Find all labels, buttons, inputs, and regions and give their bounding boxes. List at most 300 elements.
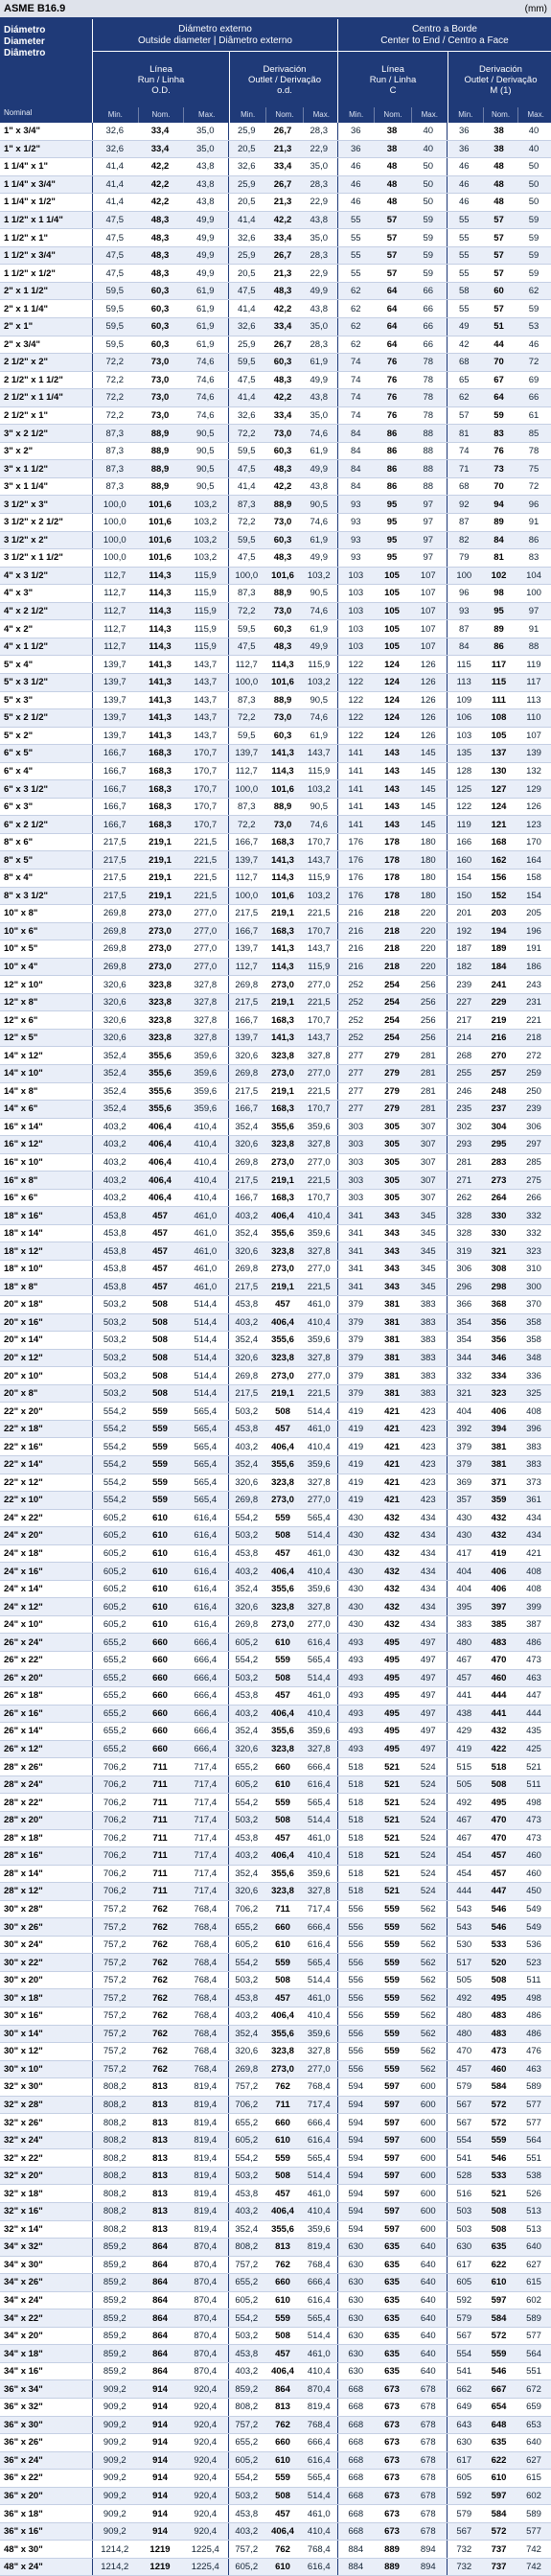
- value-cell: 572: [481, 2522, 517, 2541]
- value-cell: 307: [410, 1153, 447, 1172]
- value-cell: 630: [337, 2345, 374, 2363]
- value-cell: 594: [337, 2078, 374, 2097]
- table-row: [0, 727, 551, 745]
- value-cell: 513: [517, 2220, 551, 2239]
- value-cell: 81: [481, 549, 517, 568]
- value-cell: 168,3: [137, 745, 183, 763]
- value-cell: 406,4: [264, 2362, 301, 2380]
- value-cell: 508: [264, 2327, 301, 2345]
- value-cell: 387: [517, 1615, 551, 1634]
- value-cell: 813: [137, 2114, 183, 2132]
- table-row: [0, 549, 551, 568]
- value-cell: 60: [481, 282, 517, 300]
- value-cell: 383: [410, 1349, 447, 1367]
- value-cell: 768,4: [183, 1989, 228, 2007]
- value-cell: 327,8: [183, 1011, 228, 1030]
- value-cell: 889: [374, 2558, 410, 2576]
- nominal-cell: 8" x 5": [0, 851, 92, 870]
- value-cell: 166: [447, 833, 481, 851]
- value-cell: 60,3: [264, 531, 301, 549]
- value-cell: 139,7: [92, 656, 137, 674]
- value-cell: 62: [337, 336, 374, 354]
- value-cell: 381: [481, 1438, 517, 1456]
- value-cell: 221,5: [183, 851, 228, 870]
- value-cell: 742: [517, 2558, 551, 2576]
- nominal-cell: 34" x 32": [0, 2239, 92, 2257]
- value-cell: 76: [374, 406, 410, 425]
- table-row: [0, 442, 551, 460]
- value-cell: 88: [410, 477, 447, 496]
- value-cell: 355,6: [264, 1580, 301, 1598]
- value-cell: 668: [337, 2487, 374, 2505]
- value-cell: 518: [481, 1758, 517, 1776]
- value-cell: 483: [481, 2025, 517, 2043]
- value-cell: 668: [337, 2434, 374, 2452]
- value-cell: 486: [517, 1634, 551, 1652]
- value-cell: 32,6: [228, 229, 264, 247]
- value-cell: 579: [447, 2309, 481, 2328]
- value-cell: 546: [481, 1918, 517, 1937]
- value-cell: 406,4: [264, 1563, 301, 1581]
- value-cell: 859,2: [92, 2291, 137, 2309]
- value-cell: 383: [447, 1615, 481, 1634]
- table-row: [0, 2185, 551, 2203]
- value-cell: 137: [481, 745, 517, 763]
- value-cell: 168,3: [264, 922, 301, 940]
- value-cell: 732: [447, 2558, 481, 2576]
- value-cell: 21,3: [264, 265, 301, 283]
- value-cell: 524: [410, 1811, 447, 1829]
- value-cell: 381: [374, 1313, 410, 1332]
- value-cell: 320,6: [92, 993, 137, 1011]
- value-cell: 920,4: [183, 2416, 228, 2434]
- value-cell: 616,4: [183, 1563, 228, 1581]
- value-cell: 154: [517, 887, 551, 905]
- value-cell: 497: [410, 1705, 447, 1723]
- value-cell: 271: [447, 1172, 481, 1190]
- value-cell: 219: [481, 1011, 517, 1030]
- value-cell: 565,4: [183, 1438, 228, 1456]
- value-cell: 323,8: [137, 993, 183, 1011]
- value-cell: 737: [481, 2541, 517, 2559]
- nominal-cell: 3" x 2": [0, 442, 92, 460]
- value-cell: 32,6: [228, 406, 264, 425]
- value-cell: 655,2: [228, 2274, 264, 2292]
- table-row: [0, 175, 551, 194]
- value-cell: 914: [137, 2470, 183, 2488]
- value-cell: 272: [517, 1047, 551, 1065]
- value-cell: 270: [481, 1047, 517, 1065]
- value-cell: 115,9: [301, 762, 337, 780]
- value-cell: 88: [517, 638, 551, 656]
- value-cell: 461,0: [301, 2505, 337, 2523]
- value-cell: 396: [517, 1420, 551, 1438]
- value-cell: 762: [264, 2541, 301, 2559]
- value-cell: 605,2: [92, 1563, 137, 1581]
- nominal-cell: 32" x 14": [0, 2220, 92, 2239]
- value-cell: 914: [137, 2451, 183, 2470]
- value-cell: 589: [517, 2309, 551, 2328]
- value-cell: 757,2: [92, 1900, 137, 1918]
- nominal-cell: 34" x 16": [0, 2362, 92, 2380]
- value-cell: 88: [410, 442, 447, 460]
- value-cell: 269,8: [92, 940, 137, 959]
- value-cell: 914: [137, 2434, 183, 2452]
- value-cell: 42,2: [137, 194, 183, 212]
- value-cell: 103,2: [183, 496, 228, 514]
- value-cell: 543: [447, 1900, 481, 1918]
- table-row: [0, 1544, 551, 1563]
- value-cell: 640: [410, 2362, 447, 2380]
- value-cell: 660: [264, 2434, 301, 2452]
- nominal-cell: 26" x 24": [0, 1634, 92, 1652]
- value-cell: 320,6: [228, 1474, 264, 1492]
- value-cell: 78: [410, 389, 447, 407]
- value-cell: 59,5: [92, 336, 137, 354]
- value-cell: 252: [337, 1011, 374, 1030]
- value-cell: 100,0: [92, 549, 137, 568]
- value-cell: 673: [374, 2505, 410, 2523]
- value-cell: 660: [137, 1669, 183, 1687]
- table-row: [0, 638, 551, 656]
- value-cell: 269,8: [228, 1064, 264, 1082]
- value-cell: 556: [337, 1989, 374, 2007]
- value-cell: 168: [481, 833, 517, 851]
- table-row: [0, 1367, 551, 1385]
- value-cell: 592: [447, 2291, 481, 2309]
- value-cell: 48,3: [137, 211, 183, 229]
- value-cell: 122: [337, 691, 374, 709]
- value-cell: 217,5: [228, 1082, 264, 1101]
- value-cell: 28,3: [301, 336, 337, 354]
- value-cell: 610: [264, 2131, 301, 2149]
- value-cell: 308: [481, 1261, 517, 1279]
- value-cell: 57: [481, 300, 517, 318]
- value-cell: 74: [337, 371, 374, 389]
- table-row: [0, 2060, 551, 2078]
- value-cell: 26,7: [264, 246, 301, 265]
- value-cell: 32,6: [92, 140, 137, 158]
- value-cell: 762: [264, 2416, 301, 2434]
- value-cell: 168,3: [137, 798, 183, 816]
- table-row: [0, 1474, 551, 1492]
- value-cell: 914: [137, 2522, 183, 2541]
- value-cell: 277,0: [301, 1064, 337, 1082]
- value-cell: 562: [410, 1954, 447, 1972]
- value-cell: 711: [137, 1865, 183, 1883]
- table-row: [0, 1723, 551, 1741]
- value-cell: 559: [264, 2309, 301, 2328]
- value-cell: 369: [447, 1474, 481, 1492]
- value-cell: 86: [374, 442, 410, 460]
- table-row: [0, 1652, 551, 1670]
- nominal-cell: 1 1/4" x 3/4": [0, 175, 92, 194]
- value-cell: 49,9: [183, 246, 228, 265]
- value-cell: 508: [264, 2487, 301, 2505]
- value-cell: 1214,2: [92, 2558, 137, 2576]
- value-cell: 417: [447, 1544, 481, 1563]
- value-cell: 498: [517, 1794, 551, 1812]
- value-cell: 717,4: [301, 2096, 337, 2114]
- value-cell: 305: [374, 1118, 410, 1136]
- value-cell: 655,2: [92, 1740, 137, 1758]
- value-cell: 112,7: [92, 602, 137, 620]
- value-cell: 105: [374, 620, 410, 638]
- value-cell: 546: [481, 2149, 517, 2168]
- value-cell: 139,7: [92, 673, 137, 691]
- nominal-cell: 16" x 12": [0, 1136, 92, 1154]
- value-cell: 768,4: [183, 2043, 228, 2061]
- nominal-cell: 28" x 22": [0, 1794, 92, 1812]
- value-cell: 332: [517, 1224, 551, 1242]
- value-cell: 61,9: [183, 282, 228, 300]
- value-cell: 920,4: [183, 2487, 228, 2505]
- value-cell: 421: [374, 1438, 410, 1456]
- value-cell: 345: [410, 1242, 447, 1261]
- value-cell: 514,4: [183, 1349, 228, 1367]
- table-row: [0, 1527, 551, 1545]
- value-cell: 889: [374, 2541, 410, 2559]
- value-cell: 461,0: [183, 1224, 228, 1242]
- value-cell: 359,6: [183, 1082, 228, 1101]
- table-row: [0, 2291, 551, 2309]
- value-cell: 114,3: [264, 869, 301, 887]
- value-cell: 170,7: [183, 816, 228, 834]
- nominal-cell: 5" x 3": [0, 691, 92, 709]
- value-cell: 627: [517, 2451, 551, 2470]
- value-cell: 101,6: [137, 531, 183, 549]
- value-cell: 546: [481, 1900, 517, 1918]
- value-cell: 352,4: [228, 1332, 264, 1350]
- value-cell: 60,3: [264, 354, 301, 372]
- value-cell: 303: [337, 1189, 374, 1207]
- table-row: [0, 2558, 551, 2576]
- nominal-cell: 5" x 2 1/2": [0, 709, 92, 728]
- value-cell: 69: [517, 371, 551, 389]
- value-cell: 127: [481, 780, 517, 799]
- value-cell: 343: [374, 1261, 410, 1279]
- value-cell: 660: [137, 1740, 183, 1758]
- value-cell: 495: [374, 1705, 410, 1723]
- value-cell: 600: [410, 2167, 447, 2185]
- value-cell: 328: [447, 1207, 481, 1225]
- value-cell: 303: [337, 1136, 374, 1154]
- value-cell: 463: [517, 1669, 551, 1687]
- value-cell: 497: [410, 1723, 447, 1741]
- value-cell: 252: [337, 1029, 374, 1047]
- value-cell: 717,4: [183, 1883, 228, 1901]
- value-cell: 101,6: [264, 673, 301, 691]
- table-row: [0, 1420, 551, 1438]
- value-cell: 668: [337, 2380, 374, 2399]
- value-cell: 57: [481, 246, 517, 265]
- value-cell: 359,6: [301, 1224, 337, 1242]
- value-cell: 859,2: [92, 2274, 137, 2292]
- value-cell: 403,2: [228, 1207, 264, 1225]
- value-cell: 594: [337, 2096, 374, 2114]
- value-cell: 508: [137, 1332, 183, 1350]
- nominal-cell: 14" x 8": [0, 1082, 92, 1101]
- value-cell: 74,6: [183, 371, 228, 389]
- value-cell: 96: [517, 496, 551, 514]
- value-cell: 273,0: [264, 1064, 301, 1082]
- value-cell: 717,4: [183, 1794, 228, 1812]
- value-cell: 107: [410, 585, 447, 603]
- value-cell: 42,2: [137, 158, 183, 176]
- value-cell: 808,2: [92, 2131, 137, 2149]
- value-cell: 348: [517, 1349, 551, 1367]
- table-header: [0, 19, 551, 123]
- value-cell: 859,2: [92, 2327, 137, 2345]
- value-cell: 72,2: [228, 514, 264, 532]
- value-cell: 441: [447, 1687, 481, 1706]
- table-row: [0, 1332, 551, 1350]
- value-cell: 894: [410, 2541, 447, 2559]
- value-cell: 170,7: [183, 745, 228, 763]
- value-cell: 511: [517, 1971, 551, 1989]
- value-cell: 594: [337, 2185, 374, 2203]
- value-cell: 432: [481, 1527, 517, 1545]
- value-cell: 554,2: [92, 1456, 137, 1474]
- value-cell: 909,2: [92, 2416, 137, 2434]
- od-group-title: Diámetro externo Outside diameter | Diâmetro externo: [93, 19, 337, 52]
- value-cell: 48: [481, 158, 517, 176]
- nominal-line-3: Diâmetro: [4, 48, 46, 58]
- value-cell: 457: [447, 2060, 481, 2078]
- table-row: [0, 1794, 551, 1812]
- value-cell: 600: [410, 2131, 447, 2149]
- nominal-cell: 24" x 14": [0, 1580, 92, 1598]
- value-cell: 610: [481, 2470, 517, 2488]
- value-cell: 334: [481, 1367, 517, 1385]
- value-cell: 59,5: [228, 620, 264, 638]
- value-cell: 406,4: [137, 1136, 183, 1154]
- value-cell: 87,3: [228, 496, 264, 514]
- value-cell: 457: [137, 1207, 183, 1225]
- value-cell: 870,4: [183, 2239, 228, 2257]
- nominal-cell: 4" x 3": [0, 585, 92, 603]
- outlet-od-label: Derivación Outlet / Derivação o.d.: [229, 52, 339, 107]
- value-cell: 1219: [137, 2541, 183, 2559]
- value-cell: 59,5: [228, 354, 264, 372]
- nominal-cell: 36" x 34": [0, 2380, 92, 2399]
- value-cell: 170,7: [183, 798, 228, 816]
- value-cell: 352,4: [228, 2220, 264, 2239]
- value-cell: 508: [137, 1384, 183, 1403]
- value-cell: 762: [137, 2025, 183, 2043]
- value-cell: 742: [517, 2541, 551, 2559]
- value-cell: 192: [447, 922, 481, 940]
- value-cell: 615: [517, 2470, 551, 2488]
- value-cell: 521: [374, 1883, 410, 1901]
- value-cell: 221,5: [301, 905, 337, 923]
- value-cell: 757,2: [92, 1918, 137, 1937]
- value-cell: 327,8: [301, 1047, 337, 1065]
- value-cell: 920,4: [183, 2434, 228, 2452]
- value-cell: 559: [137, 1438, 183, 1456]
- table-row: [0, 656, 551, 674]
- value-cell: 35,0: [301, 406, 337, 425]
- value-cell: 48: [374, 158, 410, 176]
- value-cell: 269,8: [92, 905, 137, 923]
- table-row: [0, 1775, 551, 1794]
- nominal-cell: 16" x 10": [0, 1153, 92, 1172]
- value-cell: 302: [447, 1118, 481, 1136]
- value-cell: 114,3: [137, 620, 183, 638]
- value-cell: 94: [481, 496, 517, 514]
- value-cell: 408: [517, 1563, 551, 1581]
- value-cell: 227: [447, 993, 481, 1011]
- value-cell: 565,4: [301, 2470, 337, 2488]
- table-row: [0, 1634, 551, 1652]
- value-cell: 73,0: [264, 709, 301, 728]
- value-cell: 762: [137, 1936, 183, 1954]
- value-cell: 124: [374, 656, 410, 674]
- value-cell: 706,2: [92, 1811, 137, 1829]
- value-cell: 584: [481, 2505, 517, 2523]
- table-row: [0, 477, 551, 496]
- value-cell: 813: [137, 2220, 183, 2239]
- value-cell: 100: [517, 585, 551, 603]
- value-cell: 870,4: [183, 2291, 228, 2309]
- value-cell: 139,7: [228, 851, 264, 870]
- value-cell: 461,0: [301, 1420, 337, 1438]
- value-cell: 306: [447, 1261, 481, 1279]
- value-cell: 762: [264, 2078, 301, 2097]
- value-cell: 143,7: [301, 745, 337, 763]
- value-cell: 35,0: [301, 318, 337, 337]
- table-row: [0, 1865, 551, 1883]
- value-cell: 533: [481, 1936, 517, 1954]
- value-cell: 495: [374, 1687, 410, 1706]
- value-cell: 74,6: [183, 354, 228, 372]
- value-cell: 180: [410, 887, 447, 905]
- value-cell: 217,5: [92, 887, 137, 905]
- value-cell: 523: [517, 1954, 551, 1972]
- value-cell: 597: [481, 2487, 517, 2505]
- value-cell: 72,2: [228, 816, 264, 834]
- value-cell: 254: [374, 976, 410, 994]
- value-cell: 480: [447, 2007, 481, 2025]
- value-cell: 217,5: [92, 833, 137, 851]
- value-cell: 461,0: [183, 1278, 228, 1296]
- value-cell: 97: [410, 549, 447, 568]
- value-cell: 61,9: [301, 620, 337, 638]
- nominal-cell: 34" x 18": [0, 2345, 92, 2363]
- value-cell: 554,2: [228, 2470, 264, 2488]
- value-cell: 47,5: [228, 549, 264, 568]
- value-cell: 508: [481, 1971, 517, 1989]
- value-cell: 454: [447, 1865, 481, 1883]
- value-cell: 460: [481, 1669, 517, 1687]
- value-cell: 461,0: [301, 1544, 337, 1563]
- value-cell: 184: [481, 958, 517, 976]
- value-cell: 216: [337, 958, 374, 976]
- value-cell: 42,2: [264, 389, 301, 407]
- value-cell: 757,2: [92, 1954, 137, 1972]
- value-cell: 88,9: [137, 477, 183, 496]
- value-cell: 345: [410, 1224, 447, 1242]
- value-cell: 355,6: [264, 1118, 301, 1136]
- value-cell: 556: [337, 1971, 374, 1989]
- value-cell: 59: [410, 229, 447, 247]
- table-row: [0, 2362, 551, 2380]
- value-cell: 610: [137, 1544, 183, 1563]
- value-cell: 508: [264, 1403, 301, 1421]
- value-cell: 518: [337, 1829, 374, 1847]
- value-cell: 66: [410, 300, 447, 318]
- value-cell: 556: [337, 2043, 374, 2061]
